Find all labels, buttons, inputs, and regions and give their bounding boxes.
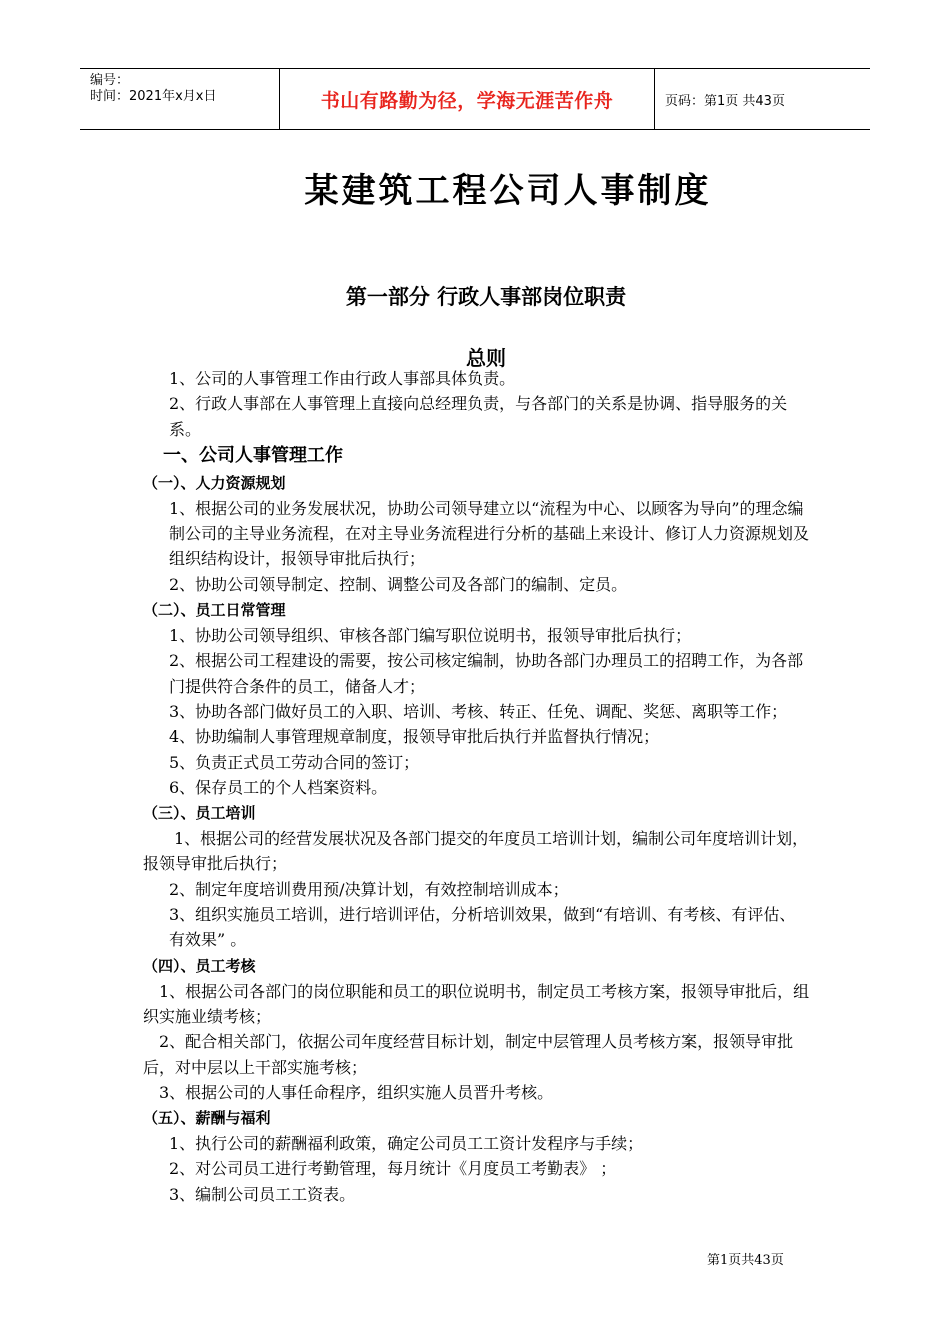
subsection-heading: （五）、薪酬与福利 bbox=[143, 1109, 271, 1128]
section-heading: 一、公司人事管理工作 bbox=[163, 444, 343, 466]
header-motto: 书山有路勤为径，学海无涯苦作舟 bbox=[280, 69, 655, 129]
part-title: 第一部分 行政人事部岗位职责 bbox=[345, 285, 627, 309]
list-item: 5、负责正式员工劳动合同的签订； bbox=[169, 752, 420, 772]
subsection-heading: （一）、人力资源规划 bbox=[143, 473, 286, 492]
document-body bbox=[143, 366, 811, 1207]
list-item: 3、组织实施员工培训，进行培训评估，分析培训效果，做到“有培训、有考核、有评估、有效果” 。 bbox=[169, 905, 796, 950]
document-title: 某建筑工程公司人事制度 bbox=[304, 171, 712, 211]
list-item: 1、协助公司领导组织、审核各部门编写职位说明书，报领导审批后执行； bbox=[169, 626, 692, 646]
general-item: 1、公司的人事管理工作由行政人事部具体负责。 bbox=[169, 369, 516, 388]
header-page-info: 页码：第1页 共43页 bbox=[665, 93, 785, 109]
number-label: 编号： bbox=[90, 73, 130, 88]
list-item: 1、根据公司的经营发展状况及各部门提交的年度员工培训计划，编制公司年度培训计划，报领导审批后执行； bbox=[143, 829, 809, 874]
list-item: 1、执行公司的薪酬福利政策，确定公司员工工资计发程序与手续； bbox=[169, 1134, 644, 1154]
list-item: 1、根据公司各部门的岗位职能和员工的职位说明书，制定员工考核方案，报领导审批后，组织实施业绩考核； bbox=[143, 981, 810, 1026]
document-header bbox=[80, 68, 870, 130]
date-label: 时间：2021年x月x日 bbox=[90, 89, 217, 104]
header-meta bbox=[80, 69, 280, 129]
list-item: 3、编制公司员工工资表。 bbox=[169, 1184, 356, 1204]
list-item: 1、根据公司的业务发展状况，协助公司领导建立以“流程为中心、以顾客为导向”的理念编制公司的主导业务流程，在对主导业务流程进行分析的基础上来设计、修订人力资源规划及组织结构设计，报领导审批后执行； bbox=[169, 498, 810, 569]
list-item: 2、根据公司工程建设的需要，按公司核定编制，协助各部门办理员工的招聘工作，为各部门提供符合条件的员工，储备人才； bbox=[169, 651, 804, 696]
list-item: 2、制定年度培训费用预/决算计划，有效控制培训成本； bbox=[169, 879, 569, 899]
list-item: 2、对公司员工进行考勤管理，每月统计《月度员工考勤表》 ； bbox=[169, 1159, 617, 1179]
general-heading: 总则 bbox=[466, 346, 506, 370]
list-item: 6、保存员工的个人档案资料。 bbox=[169, 777, 388, 797]
list-item: 4、协助编制人事管理规章制度，报领导审批后执行并监督执行情况； bbox=[169, 727, 660, 747]
page-footer: 第1页共43页 bbox=[707, 1253, 784, 1268]
list-item: 2、协助公司领导制定、控制、调整公司及各部门的编制、定员。 bbox=[169, 574, 628, 594]
list-item: 3、根据公司的人事任命程序，组织实施人员晋升考核。 bbox=[159, 1082, 554, 1102]
subsection-heading: （三）、员工培训 bbox=[143, 804, 256, 823]
subsection-heading: （二）、员工日常管理 bbox=[143, 601, 286, 620]
subsection-heading: （四）、员工考核 bbox=[143, 956, 256, 975]
general-item: 2、行政人事部在人事管理上直接向总经理负责，与各部门的关系是协调、指导服务的关系。 bbox=[169, 394, 788, 439]
list-item: 3、协助各部门做好员工的入职、培训、考核、转正、任免、调配、奖惩、离职等工作； bbox=[169, 701, 788, 721]
list-item: 2、配合相关部门，依据公司年度经营目标计划，制定中层管理人员考核方案，报领导审批后，对中层以上干部实施考核； bbox=[143, 1032, 794, 1077]
